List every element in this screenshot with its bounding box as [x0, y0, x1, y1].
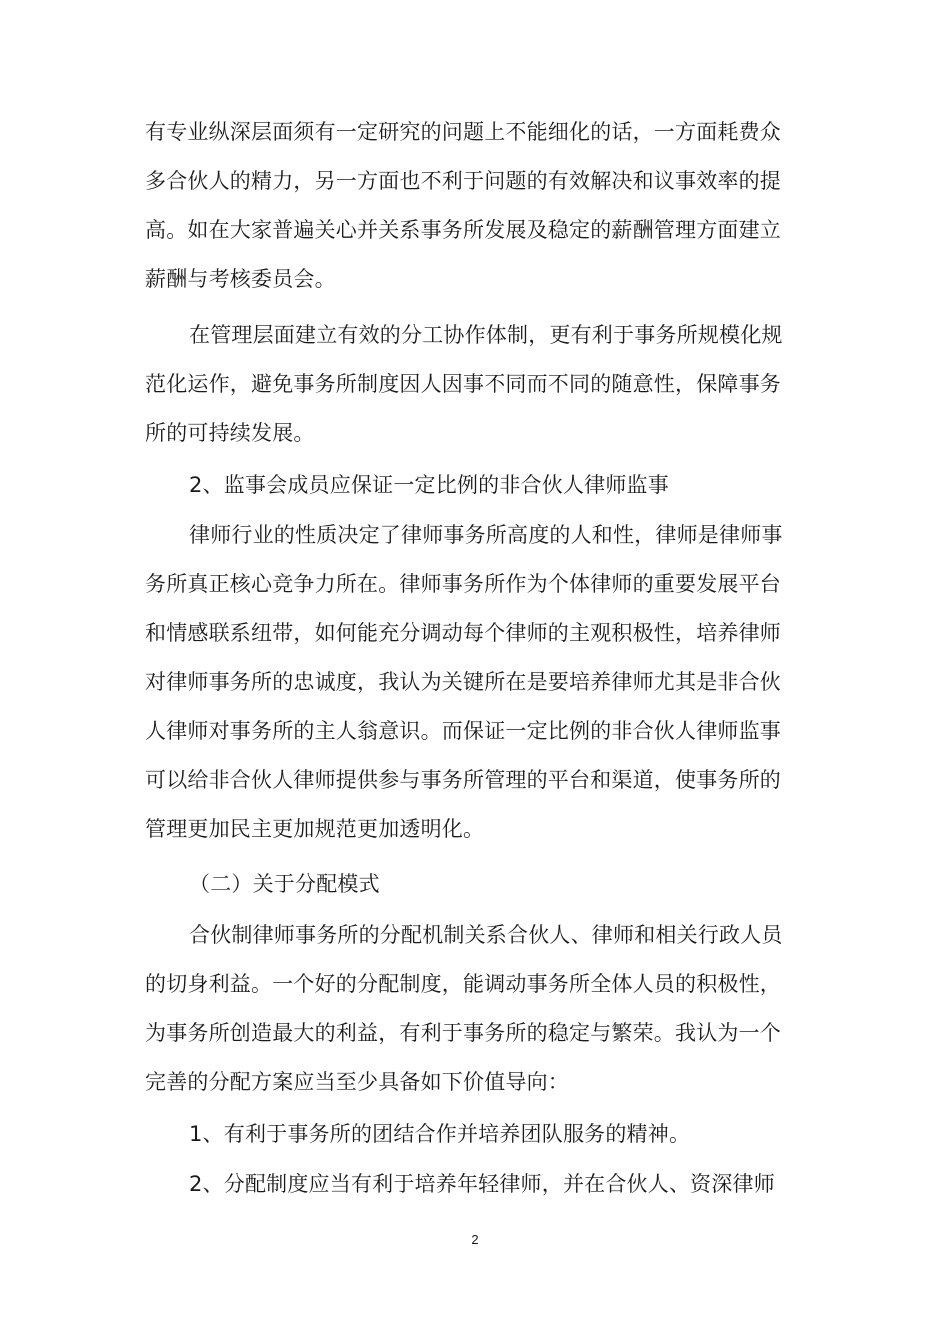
text-line: 人律师对事务所的主人翁意识。而保证一定比例的非合伙人律师监事 [145, 719, 781, 743]
text-line: 对律师事务所的忠诚度，我认为关键所在是要培养律师尤其是非合伙 [145, 670, 781, 694]
list-item: 1、有利于事务所的团结合作并培养团队服务的精神。 [189, 1122, 691, 1146]
text-line: 所的可持续发展。 [145, 421, 315, 445]
page-number: 2 [471, 1232, 479, 1247]
text-line: 高。如在大家普遍关心并关系事务所发展及稳定的薪酬管理方面建立 [145, 218, 781, 242]
text-line: 务所真正核心竞争力所在。律师事务所作为个体律师的重要发展平台 [145, 572, 781, 596]
section-heading: （二）关于分配模式 [189, 872, 380, 896]
list-item: 2、分配制度应当有利于培养年轻律师，并在合伙人、资深律师 [189, 1172, 775, 1196]
text-line: 合伙制律师事务所的分配机制关系合伙人、律师和相关行政人员 [189, 923, 783, 947]
text-line: 管理更加民主更加规范更加透明化。 [145, 817, 485, 841]
text-line: 律师行业的性质决定了律师事务所高度的人和性，律师是律师事 [189, 523, 783, 547]
section-heading: 2、监事会成员应保证一定比例的非合伙人律师监事 [189, 473, 669, 497]
text-line: 薪酬与考核委员会。 [145, 267, 336, 291]
text-line: 在管理层面建立有效的分工协作体制，更有利于事务所规模化规 [189, 323, 783, 347]
text-line: 和情感联系纽带，如何能充分调动每个律师的主观积极性，培养律师 [145, 621, 781, 645]
text-line: 的切身利益。一个好的分配制度，能调动事务所全体人员的积极性， [145, 972, 781, 996]
text-line: 可以给非合伙人律师提供参与事务所管理的平台和渠道，使事务所的 [145, 768, 781, 792]
text-line: 为事务所创造最大的利益，有利于事务所的稳定与繁荣。我认为一个 [145, 1021, 781, 1045]
text-line: 范化运作，避免事务所制度因人因事不同而不同的随意性，保障事务 [145, 372, 781, 396]
text-line: 多合伙人的精力，另一方面也不利于问题的有效解决和议事效率的提 [145, 169, 781, 193]
text-line: 有专业纵深层面须有一定研究的问题上不能细化的话，一方面耗费众 [145, 120, 781, 144]
text-line: 完善的分配方案应当至少具备如下价值导向： [145, 1070, 569, 1094]
